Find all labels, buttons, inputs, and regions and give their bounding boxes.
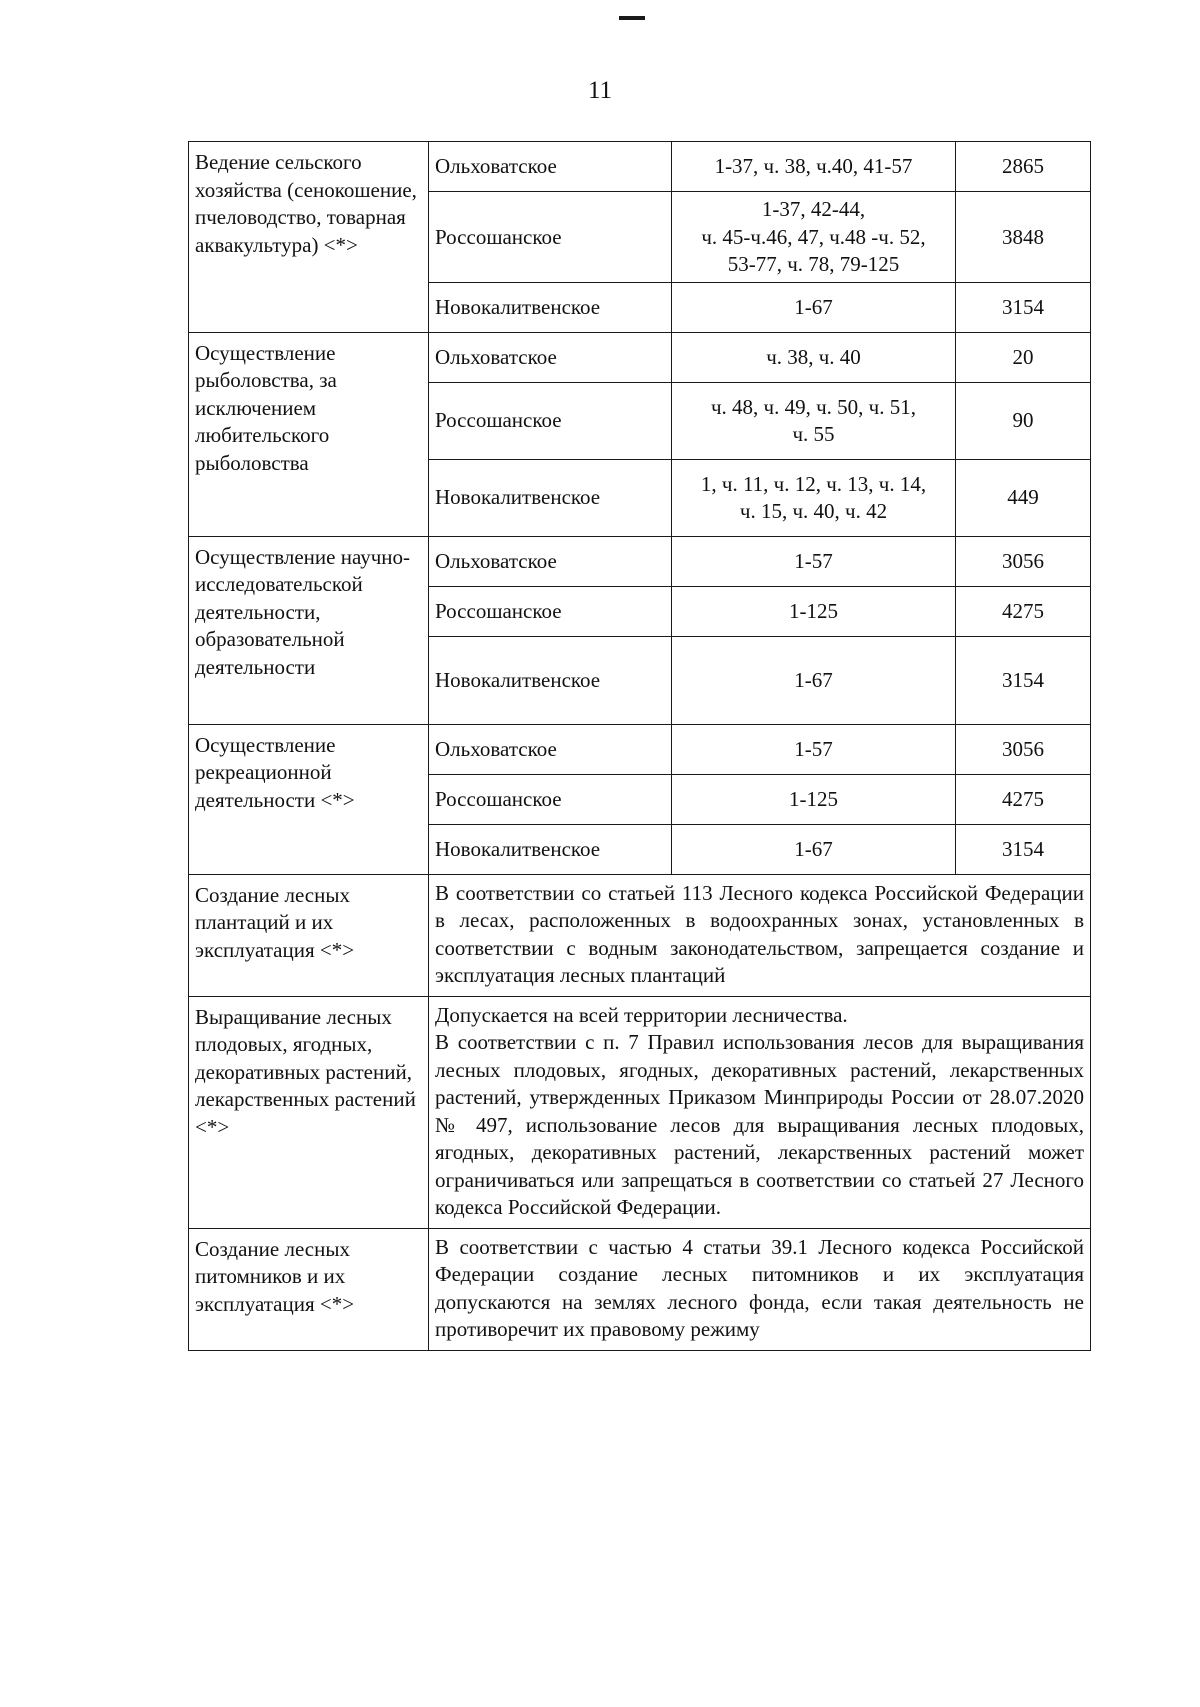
area-cell: 3056 bbox=[956, 724, 1091, 774]
quarters-cell: 1-57 bbox=[672, 536, 956, 586]
quarters-cell: 1-67 bbox=[672, 824, 956, 874]
area-cell: 4275 bbox=[956, 586, 1091, 636]
table-row bbox=[189, 1228, 1091, 1350]
area-cell: 20 bbox=[956, 332, 1091, 382]
forestry-cell: Россошанское bbox=[429, 382, 672, 459]
quarters-line: 1, ч. 11, ч. 12, ч. 13, ч. 14, bbox=[700, 471, 927, 496]
top-dash-mark bbox=[619, 16, 645, 20]
note-cell bbox=[429, 996, 1091, 1228]
activity-cell: Ведение сельского хозяйства (сенокошение, пчеловодство, товарная аквакультура) <*> bbox=[189, 142, 429, 333]
activity-cell: Осуществление рекреационной деятельности <*> bbox=[189, 724, 429, 874]
quarters-line: ч. 48, ч. 49, ч. 50, ч. 51, bbox=[711, 394, 916, 419]
quarters-cell bbox=[672, 459, 956, 536]
area-cell: 3848 bbox=[956, 192, 1091, 283]
quarters-cell: 1-57 bbox=[672, 724, 956, 774]
area-cell: 3154 bbox=[956, 824, 1091, 874]
area-cell: 449 bbox=[956, 459, 1091, 536]
table-row bbox=[189, 874, 1091, 996]
table-row bbox=[189, 536, 1091, 586]
note-cell: В соответствии с частью 4 статьи 39.1 Лесного кодекса Российской Федерации создание лесных питомников и их эксплуатация допускаются на землях лесного фонда, если такая деятельность не противоречит их правовому режиму bbox=[429, 1228, 1091, 1350]
table-row bbox=[189, 996, 1091, 1228]
forestry-cell: Новокалитвенское bbox=[429, 282, 672, 332]
forest-use-table bbox=[188, 141, 1091, 1351]
table-row bbox=[189, 332, 1091, 382]
quarters-line: 53-77, ч. 78, 79-125 bbox=[727, 252, 900, 276]
note-cell: В соответствии со статьей 113 Лесного кодекса Российской Федерации в лесах, расположенных в водоохранных зонах, установленных в соответствии с водным законодательством, запрещается создание и эксплуатация лесных плантаций bbox=[429, 874, 1091, 996]
quarters-line: ч. 45-ч.46, 47, ч.48 -ч. 52, bbox=[701, 224, 926, 249]
forestry-cell: Новокалитвенское bbox=[429, 459, 672, 536]
quarters-cell: 1-125 bbox=[672, 774, 956, 824]
activity-cell: Осуществление научно-исследовательской деятельности, образовательной деятельности bbox=[189, 536, 429, 724]
area-cell: 3056 bbox=[956, 536, 1091, 586]
activity-cell: Создание лесных питомников и их эксплуатация <*> bbox=[189, 1228, 429, 1350]
activity-cell: Создание лесных плантаций и их эксплуатация <*> bbox=[189, 874, 429, 996]
quarters-cell: 1-67 bbox=[672, 282, 956, 332]
forestry-cell: Новокалитвенское bbox=[429, 824, 672, 874]
area-cell: 4275 bbox=[956, 774, 1091, 824]
forestry-cell: Ольховатское bbox=[429, 142, 672, 192]
quarters-cell: 1-67 bbox=[672, 636, 956, 724]
forestry-cell: Ольховатское bbox=[429, 536, 672, 586]
page-number: 11 bbox=[587, 77, 613, 104]
forestry-cell: Россошанское bbox=[429, 586, 672, 636]
table-row bbox=[189, 724, 1091, 774]
forestry-cell: Россошанское bbox=[429, 192, 672, 283]
activity-cell: Осуществление рыболовства, за исключением любительского рыболовства bbox=[189, 332, 429, 536]
area-cell: 2865 bbox=[956, 142, 1091, 192]
quarters-cell bbox=[672, 192, 956, 283]
quarters-cell: ч. 38, ч. 40 bbox=[672, 332, 956, 382]
forestry-cell: Россошанское bbox=[429, 774, 672, 824]
quarters-line: ч. 55 bbox=[792, 422, 835, 446]
note-line: Допускается на всей территории лесничества. bbox=[435, 1002, 848, 1027]
note-line: В соответствии с п. 7 Правил использования лесов для выращивания лесных плодовых, ягодных, декоративных растений, лекарственных растений, утвержденных Приказом Минприроды России от 28.07.2020 № 497, использование лесов для выращивания лесных плодовых, ягодных, декоративных растений, лекарственных растений может ограничиваться или запрещаться в соответствии со статьей 27 Лесного кодекса Российской Федерации. bbox=[435, 1030, 1084, 1219]
quarters-cell bbox=[672, 382, 956, 459]
forestry-cell: Новокалитвенское bbox=[429, 636, 672, 724]
area-cell: 3154 bbox=[956, 282, 1091, 332]
area-cell: 3154 bbox=[956, 636, 1091, 724]
activity-cell: Выращивание лесных плодовых, ягодных, декоративных растений, лекарственных растений <*> bbox=[189, 996, 429, 1228]
forestry-cell: Ольховатское bbox=[429, 332, 672, 382]
forestry-cell: Ольховатское bbox=[429, 724, 672, 774]
table-row bbox=[189, 142, 1091, 192]
quarters-cell: 1-37, ч. 38, ч.40, 41-57 bbox=[672, 142, 956, 192]
quarters-line: ч. 15, ч. 40, ч. 42 bbox=[739, 499, 888, 523]
area-cell: 90 bbox=[956, 382, 1091, 459]
quarters-cell: 1-125 bbox=[672, 586, 956, 636]
quarters-line: 1-37, 42-44, bbox=[761, 197, 866, 221]
